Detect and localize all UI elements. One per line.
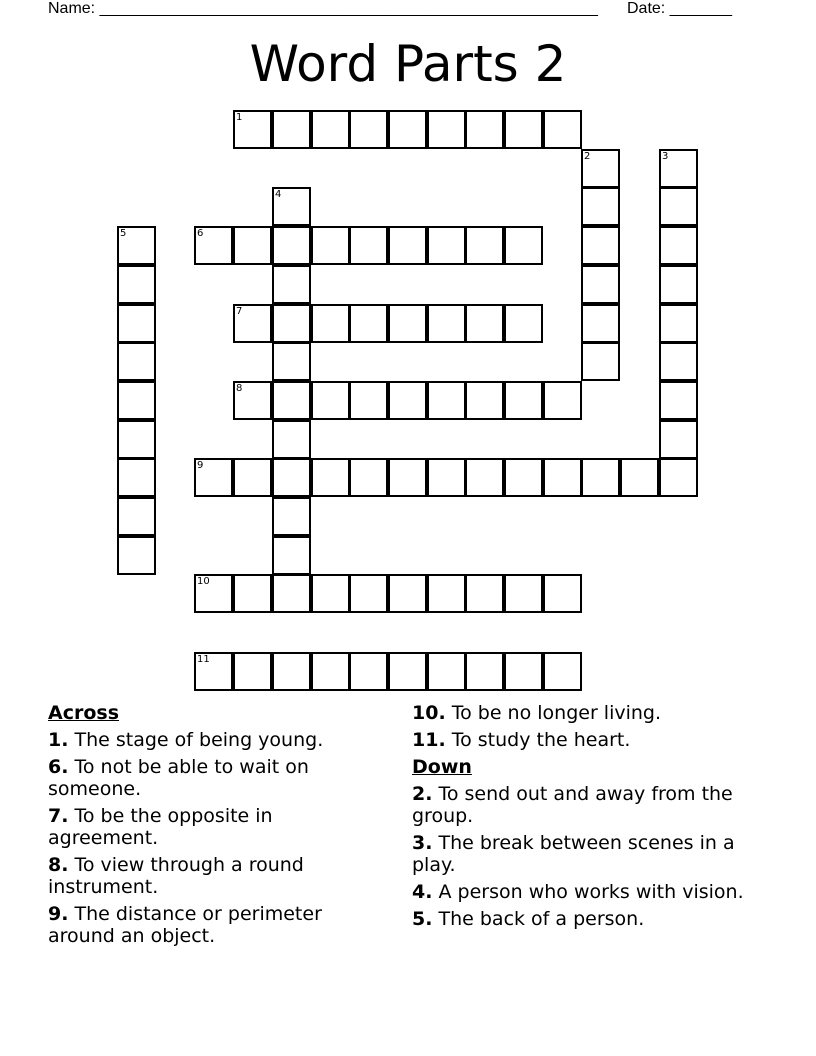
cell-number: 2 [584,151,591,162]
grid-cell[interactable] [581,342,620,381]
grid-cell[interactable] [427,574,466,613]
grid-cell[interactable] [504,226,543,265]
grid-cell[interactable] [194,226,233,265]
grid-cell[interactable] [659,187,698,226]
clue-across-10 [412,702,752,724]
grid-cell[interactable] [233,652,272,691]
grid-cell[interactable] [349,574,388,613]
clue-number: 4. [412,881,433,903]
grid-cell[interactable] [117,226,156,265]
grid-cell[interactable] [427,381,466,420]
grid-cell[interactable] [504,304,543,343]
grid-cell[interactable] [504,381,543,420]
grid-cell[interactable] [465,574,504,613]
grid-cell[interactable] [620,458,659,497]
grid-cell[interactable] [311,652,350,691]
grid-cell[interactable] [349,381,388,420]
grid-cell[interactable] [233,381,272,420]
grid-cell[interactable] [465,304,504,343]
grid-cell[interactable] [581,187,620,226]
clue-text: To be the opposite in agreement. [48,805,273,849]
clue-number: 8. [48,854,69,876]
grid-cell[interactable] [659,226,698,265]
clue-down-3 [412,832,752,876]
clue-down-2 [412,783,752,827]
grid-cell[interactable] [311,458,350,497]
clue-number: 2. [412,783,433,805]
date-field[interactable]: Date: _______ [627,0,732,17]
clue-number: 11. [412,729,446,751]
grid-cell[interactable] [659,265,698,304]
grid-cell[interactable] [427,304,466,343]
grid-cell[interactable] [427,458,466,497]
grid-cell[interactable] [427,110,466,149]
clue-text: A person who works with vision. [432,881,744,903]
grid-cell[interactable] [272,304,311,343]
cell-number: 10 [197,576,210,587]
grid-cell[interactable] [272,536,311,575]
cell-number: 9 [197,460,204,471]
grid-cell[interactable] [659,304,698,343]
clue-text: To be no longer living. [445,702,662,724]
cell-number: 1 [236,112,243,123]
cell-number: 7 [236,306,243,317]
clue-across-8 [48,854,388,898]
grid-cell[interactable] [233,574,272,613]
grid-cell[interactable] [272,652,311,691]
grid-cell[interactable] [272,458,311,497]
grid-cell[interactable] [543,574,582,613]
grid-cell[interactable] [581,149,620,188]
grid-cell[interactable] [388,110,427,149]
grid-cell[interactable] [543,458,582,497]
grid-cell[interactable] [504,110,543,149]
clue-text: To view through a round instrument. [48,854,304,898]
grid-cell[interactable] [465,110,504,149]
grid-cell[interactable] [349,226,388,265]
cell-number: 4 [275,189,282,200]
grid-cell[interactable] [465,652,504,691]
grid-cell[interactable] [117,265,156,304]
clues-left-column [48,702,388,952]
grid-cell[interactable] [311,304,350,343]
grid-cell[interactable] [117,342,156,381]
grid-cell[interactable] [543,381,582,420]
grid-cell[interactable] [117,381,156,420]
grid-cell[interactable] [117,304,156,343]
grid-cell[interactable] [233,226,272,265]
grid-cell[interactable] [272,226,311,265]
grid-cell[interactable] [659,342,698,381]
grid-cell[interactable] [272,497,311,536]
clue-text: To not be able to wait on someone. [48,756,309,800]
grid-cell[interactable] [581,304,620,343]
clue-number: 5. [412,908,433,930]
grid-cell[interactable] [427,226,466,265]
grid-cell[interactable] [117,536,156,575]
grid-cell[interactable] [272,110,311,149]
down-heading: Down [412,756,472,778]
clue-across-9 [48,903,388,947]
grid-cell[interactable] [311,110,350,149]
clue-text: The stage of being young. [68,729,324,751]
clue-text: The break between scenes in a play. [412,832,735,876]
grid-cell[interactable] [427,652,466,691]
clues-right-column [412,702,752,935]
across-heading: Across [48,702,120,724]
grid-cell[interactable] [194,458,233,497]
cell-number: 8 [236,383,243,394]
clue-across-6 [48,756,388,800]
grid-cell[interactable] [543,652,582,691]
clue-down-4 [412,881,752,903]
grid-cell[interactable] [311,574,350,613]
clue-number: 3. [412,832,433,854]
clue-number: 9. [48,903,69,925]
grid-cell[interactable] [349,304,388,343]
grid-cell[interactable] [117,497,156,536]
grid-cell[interactable] [581,226,620,265]
grid-cell[interactable] [194,652,233,691]
grid-cell[interactable] [349,458,388,497]
grid-cell[interactable] [581,265,620,304]
grid-cell[interactable] [388,574,427,613]
grid-cell[interactable] [504,652,543,691]
grid-cell[interactable] [465,458,504,497]
grid-cell[interactable] [233,304,272,343]
grid-cell[interactable] [233,458,272,497]
clue-down-5 [412,908,752,930]
grid-cell[interactable] [388,652,427,691]
grid-cell[interactable] [272,265,311,304]
clue-number: 1. [48,729,69,751]
clue-across-11 [412,729,752,751]
clue-text: The distance or perimeter around an object. [48,903,322,947]
grid-cell[interactable] [388,226,427,265]
grid-cell[interactable] [659,381,698,420]
grid-cell[interactable] [543,110,582,149]
clue-number: 10. [412,702,446,724]
grid-cell[interactable] [272,574,311,613]
grid-cell[interactable] [465,381,504,420]
grid-cell[interactable] [311,226,350,265]
cell-number: 6 [197,228,204,239]
grid-cell[interactable] [581,458,620,497]
grid-cell[interactable] [349,110,388,149]
clue-text: To study the heart. [445,729,631,751]
grid-cell[interactable] [117,420,156,459]
grid-cell[interactable] [349,652,388,691]
grid-cell[interactable] [272,187,311,226]
name-field[interactable]: Name: ________________________________________________________ [48,0,598,17]
grid-cell[interactable] [194,574,233,613]
cell-number: 11 [197,654,210,665]
page-title: Word Parts 2 [249,35,567,93]
grid-cell[interactable] [272,381,311,420]
grid-cell[interactable] [388,458,427,497]
grid-cell[interactable] [388,304,427,343]
cell-number: 3 [662,151,669,162]
grid-cell[interactable] [272,420,311,459]
cell-number: 5 [120,228,127,239]
grid-cell[interactable] [272,342,311,381]
clue-across-1 [48,729,388,751]
grid-cell[interactable] [117,458,156,497]
grid-cell[interactable] [504,574,543,613]
grid-cell[interactable] [311,381,350,420]
clue-text: To send out and away from the group. [412,783,733,827]
grid-cell[interactable] [659,458,698,497]
grid-cell[interactable] [233,110,272,149]
clue-text: The back of a person. [432,908,645,930]
grid-cell[interactable] [659,149,698,188]
grid-cell[interactable] [504,458,543,497]
clue-number: 6. [48,756,69,778]
clue-across-7 [48,805,388,849]
grid-cell[interactable] [465,226,504,265]
grid-cell[interactable] [388,381,427,420]
clue-number: 7. [48,805,69,827]
grid-cell[interactable] [659,420,698,459]
